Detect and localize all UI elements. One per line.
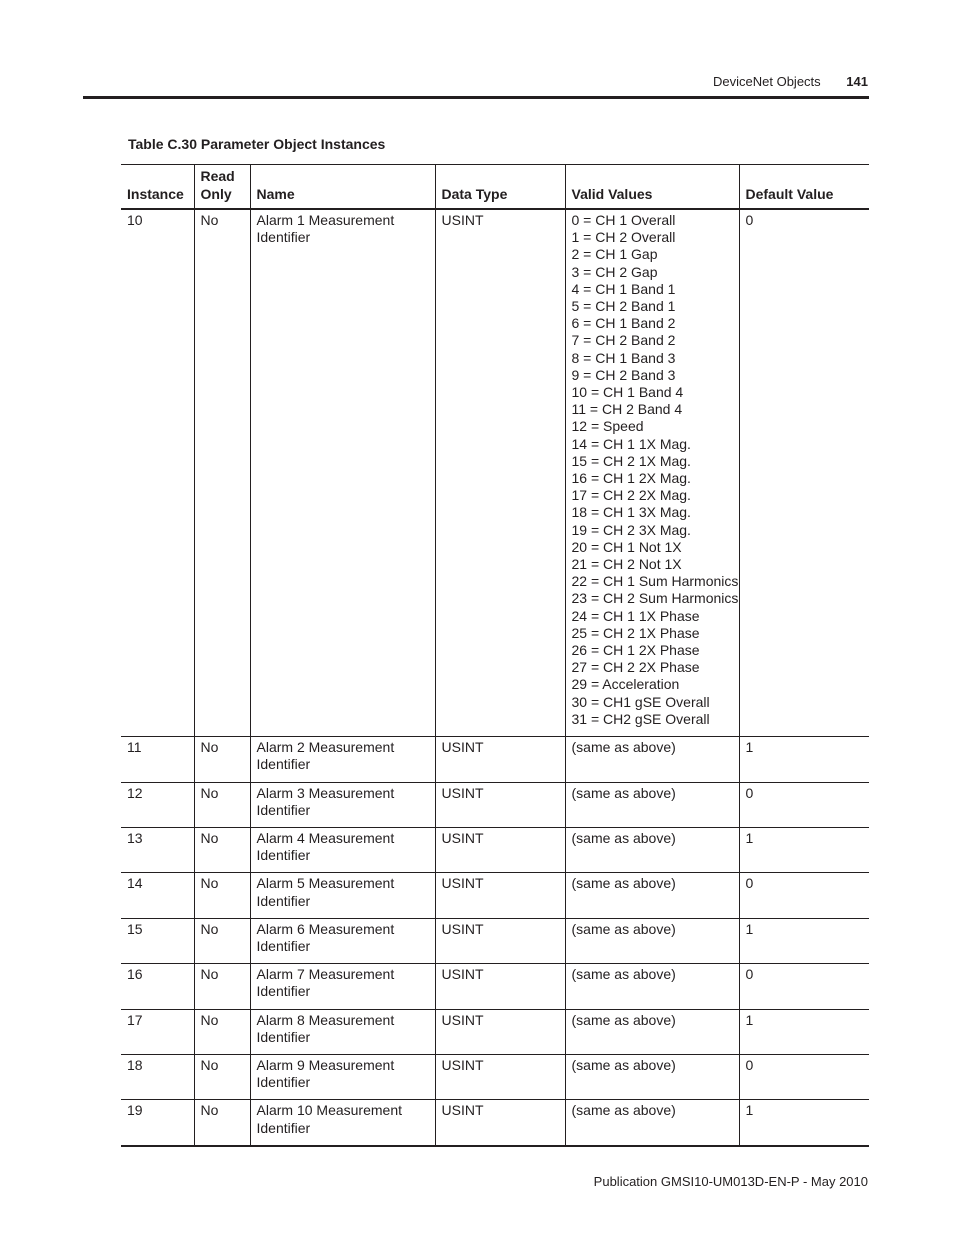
name-line: Identifier [256, 892, 311, 909]
name-line: Identifier [256, 1028, 311, 1045]
valid-value-item: 25 = CH 2 1X Phase [571, 624, 700, 641]
valid-value-item: 4 = CH 1 Band 1 [571, 280, 676, 297]
table-row [121, 1100, 869, 1146]
name-line: Identifier [256, 847, 311, 864]
valid-value-item: 22 = CH 1 Sum Harmonics [571, 573, 739, 590]
table-body [121, 209, 869, 1146]
name-line: Alarm 10 Measurement [256, 1102, 403, 1119]
name-line: Identifier [256, 983, 311, 1000]
instance-cell: 16 [127, 966, 143, 983]
valid-values-cell [565, 1054, 739, 1099]
valid-value-item: (same as above) [571, 1011, 676, 1028]
table-row [121, 209, 869, 737]
name-line: Identifier [256, 937, 311, 954]
data-type-cell: USINT [435, 827, 565, 872]
table-row [121, 918, 869, 963]
col-data-type-header [435, 165, 565, 210]
default-value-cell: 0 [739, 782, 869, 827]
table-row [121, 782, 869, 827]
col-instance-header [121, 165, 194, 210]
valid-value-item: (same as above) [571, 1056, 676, 1073]
name-cell [250, 782, 435, 827]
instance-cell: 19 [127, 1102, 143, 1119]
name-line: Identifier [256, 229, 311, 246]
name-line: Alarm 5 Measurement [256, 875, 395, 892]
parameter-object-instances-table [121, 164, 869, 1147]
valid-values-cell [565, 873, 739, 918]
column-header-line: Default Value [745, 185, 834, 202]
read-only-cell: No [194, 209, 250, 737]
data-type-cell: USINT [435, 209, 565, 737]
data-type-cell: USINT [435, 1009, 565, 1054]
valid-value-item: 31 = CH2 gSE Overall [571, 710, 710, 727]
valid-value-item: 2 = CH 1 Gap [571, 246, 658, 263]
default-value-cell: 1 [739, 737, 869, 782]
valid-value-item: 3 = CH 2 Gap [571, 263, 658, 280]
valid-value-item: 21 = CH 2 Not 1X [571, 556, 682, 573]
read-only-cell: No [194, 918, 250, 963]
valid-value-item: 20 = CH 1 Not 1X [571, 538, 682, 555]
table-row [121, 873, 869, 918]
valid-value-item: 1 = CH 2 Overall [571, 229, 676, 246]
valid-value-item: 30 = CH1 gSE Overall [571, 693, 710, 710]
valid-value-item: 11 = CH 2 Band 4 [571, 401, 683, 418]
name-line: Alarm 6 Measurement [256, 920, 395, 937]
name-cell [250, 1009, 435, 1054]
valid-value-item: (same as above) [571, 739, 676, 756]
valid-values-cell [565, 209, 739, 737]
col-read-only-header [194, 165, 250, 210]
valid-value-item: 8 = CH 1 Band 3 [571, 349, 676, 366]
name-line: Identifier [256, 1119, 311, 1136]
header-rule [83, 96, 869, 99]
name-cell [250, 827, 435, 872]
valid-value-item: 16 = CH 1 2X Mag. [571, 470, 691, 487]
read-only-cell: No [194, 1100, 250, 1146]
valid-value-item: 0 = CH 1 Overall [571, 212, 676, 228]
name-line: Alarm 1 Measurement [256, 212, 395, 228]
name-line: Alarm 4 Measurement [256, 829, 395, 846]
column-header-line: Only [200, 185, 232, 202]
valid-value-item: 29 = Acceleration [571, 676, 680, 693]
read-only-cell: No [194, 737, 250, 782]
name-line: Identifier [256, 1074, 311, 1091]
column-header-line: Valid Values [571, 185, 653, 202]
valid-value-item: 27 = CH 2 2X Phase [571, 659, 700, 676]
name-cell [250, 737, 435, 782]
valid-value-item: (same as above) [571, 829, 676, 846]
column-header-line: Instance [127, 185, 184, 202]
column-header-line: Read [200, 168, 235, 184]
read-only-cell: No [194, 827, 250, 872]
valid-value-item: 18 = CH 1 3X Mag. [571, 504, 691, 521]
data-type-cell: USINT [435, 873, 565, 918]
default-value-cell: 0 [739, 1054, 869, 1099]
valid-values-cell [565, 964, 739, 1009]
valid-values-cell [565, 1100, 739, 1146]
table-row [121, 1054, 869, 1099]
table-row [121, 964, 869, 1009]
valid-value-item: 23 = CH 2 Sum Harmonics [571, 590, 739, 607]
read-only-cell: No [194, 873, 250, 918]
header-page-number: 141 [846, 74, 868, 89]
valid-values-cell [565, 918, 739, 963]
valid-value-item: 5 = CH 2 Band 1 [571, 298, 676, 315]
data-type-cell: USINT [435, 782, 565, 827]
read-only-cell: No [194, 1009, 250, 1054]
valid-value-item: 10 = CH 1 Band 4 [571, 384, 684, 401]
instance-cell: 18 [127, 1056, 143, 1073]
instance-cell: 15 [127, 920, 143, 937]
instance-cell: 11 [127, 739, 142, 756]
read-only-cell: No [194, 782, 250, 827]
valid-values-cell [565, 737, 739, 782]
col-name-header [250, 165, 435, 210]
instance-cell: 10 [127, 212, 143, 228]
valid-value-item: (same as above) [571, 1102, 676, 1119]
column-header-line: Data Type [441, 185, 508, 202]
default-value-cell: 1 [739, 1100, 869, 1146]
data-type-cell: USINT [435, 964, 565, 1009]
valid-value-item: 12 = Speed [571, 418, 644, 435]
valid-value-item: 14 = CH 1 1X Mag. [571, 435, 691, 452]
instance-cell: 13 [127, 829, 143, 846]
name-cell [250, 873, 435, 918]
table-header [121, 165, 869, 210]
valid-value-item: 26 = CH 1 2X Phase [571, 642, 700, 659]
col-valid-values-header [565, 165, 739, 210]
data-type-cell: USINT [435, 918, 565, 963]
name-line: Alarm 8 Measurement [256, 1011, 395, 1028]
name-cell [250, 1100, 435, 1146]
header-section-title: DeviceNet Objects [713, 74, 821, 89]
default-value-cell: 0 [739, 873, 869, 918]
valid-value-item: (same as above) [571, 875, 676, 892]
page-header [713, 73, 868, 91]
read-only-cell: No [194, 964, 250, 1009]
column-header-line: Name [256, 185, 295, 202]
valid-value-item: 6 = CH 1 Band 2 [571, 315, 676, 332]
data-type-cell: USINT [435, 1054, 565, 1099]
valid-value-item: 19 = CH 2 3X Mag. [571, 521, 691, 538]
name-cell [250, 964, 435, 1009]
read-only-cell: No [194, 1054, 250, 1099]
name-cell [250, 1054, 435, 1099]
col-default-value-header [739, 165, 869, 210]
table-row [121, 1009, 869, 1054]
valid-value-item: 17 = CH 2 2X Mag. [571, 487, 691, 504]
default-value-cell: 1 [739, 1009, 869, 1054]
table-row [121, 737, 869, 782]
valid-values-cell [565, 782, 739, 827]
instance-cell: 14 [127, 875, 143, 892]
default-value-cell: 1 [739, 918, 869, 963]
valid-value-item: (same as above) [571, 784, 676, 801]
default-value-cell: 1 [739, 827, 869, 872]
data-type-cell: USINT [435, 1100, 565, 1146]
valid-value-item: 15 = CH 2 1X Mag. [571, 452, 691, 469]
table-header-row [121, 165, 869, 210]
name-line: Alarm 9 Measurement [256, 1056, 395, 1073]
default-value-cell: 0 [739, 964, 869, 1009]
name-line: Identifier [256, 801, 311, 818]
valid-value-item: 7 = CH 2 Band 2 [571, 332, 676, 349]
name-cell [250, 209, 435, 737]
name-line: Identifier [256, 756, 311, 773]
valid-value-item: 9 = CH 2 Band 3 [571, 366, 676, 383]
valid-value-item: (same as above) [571, 966, 676, 983]
valid-value-item: (same as above) [571, 920, 676, 937]
valid-values-cell [565, 1009, 739, 1054]
name-line: Alarm 3 Measurement [256, 784, 395, 801]
valid-value-item: 24 = CH 1 1X Phase [571, 607, 700, 624]
instance-cell: 12 [127, 784, 143, 801]
name-cell [250, 918, 435, 963]
data-type-cell: USINT [435, 737, 565, 782]
instance-cell: 17 [127, 1011, 143, 1028]
page-footer: Publication GMSI10-UM013D-EN-P - May 2010 [593, 1174, 868, 1189]
name-line: Alarm 7 Measurement [256, 966, 395, 983]
default-value-cell: 0 [739, 209, 869, 737]
table-row [121, 827, 869, 872]
name-line: Alarm 2 Measurement [256, 739, 395, 756]
table-title: Table C.30 Parameter Object Instances [128, 136, 386, 152]
valid-values-cell [565, 827, 739, 872]
